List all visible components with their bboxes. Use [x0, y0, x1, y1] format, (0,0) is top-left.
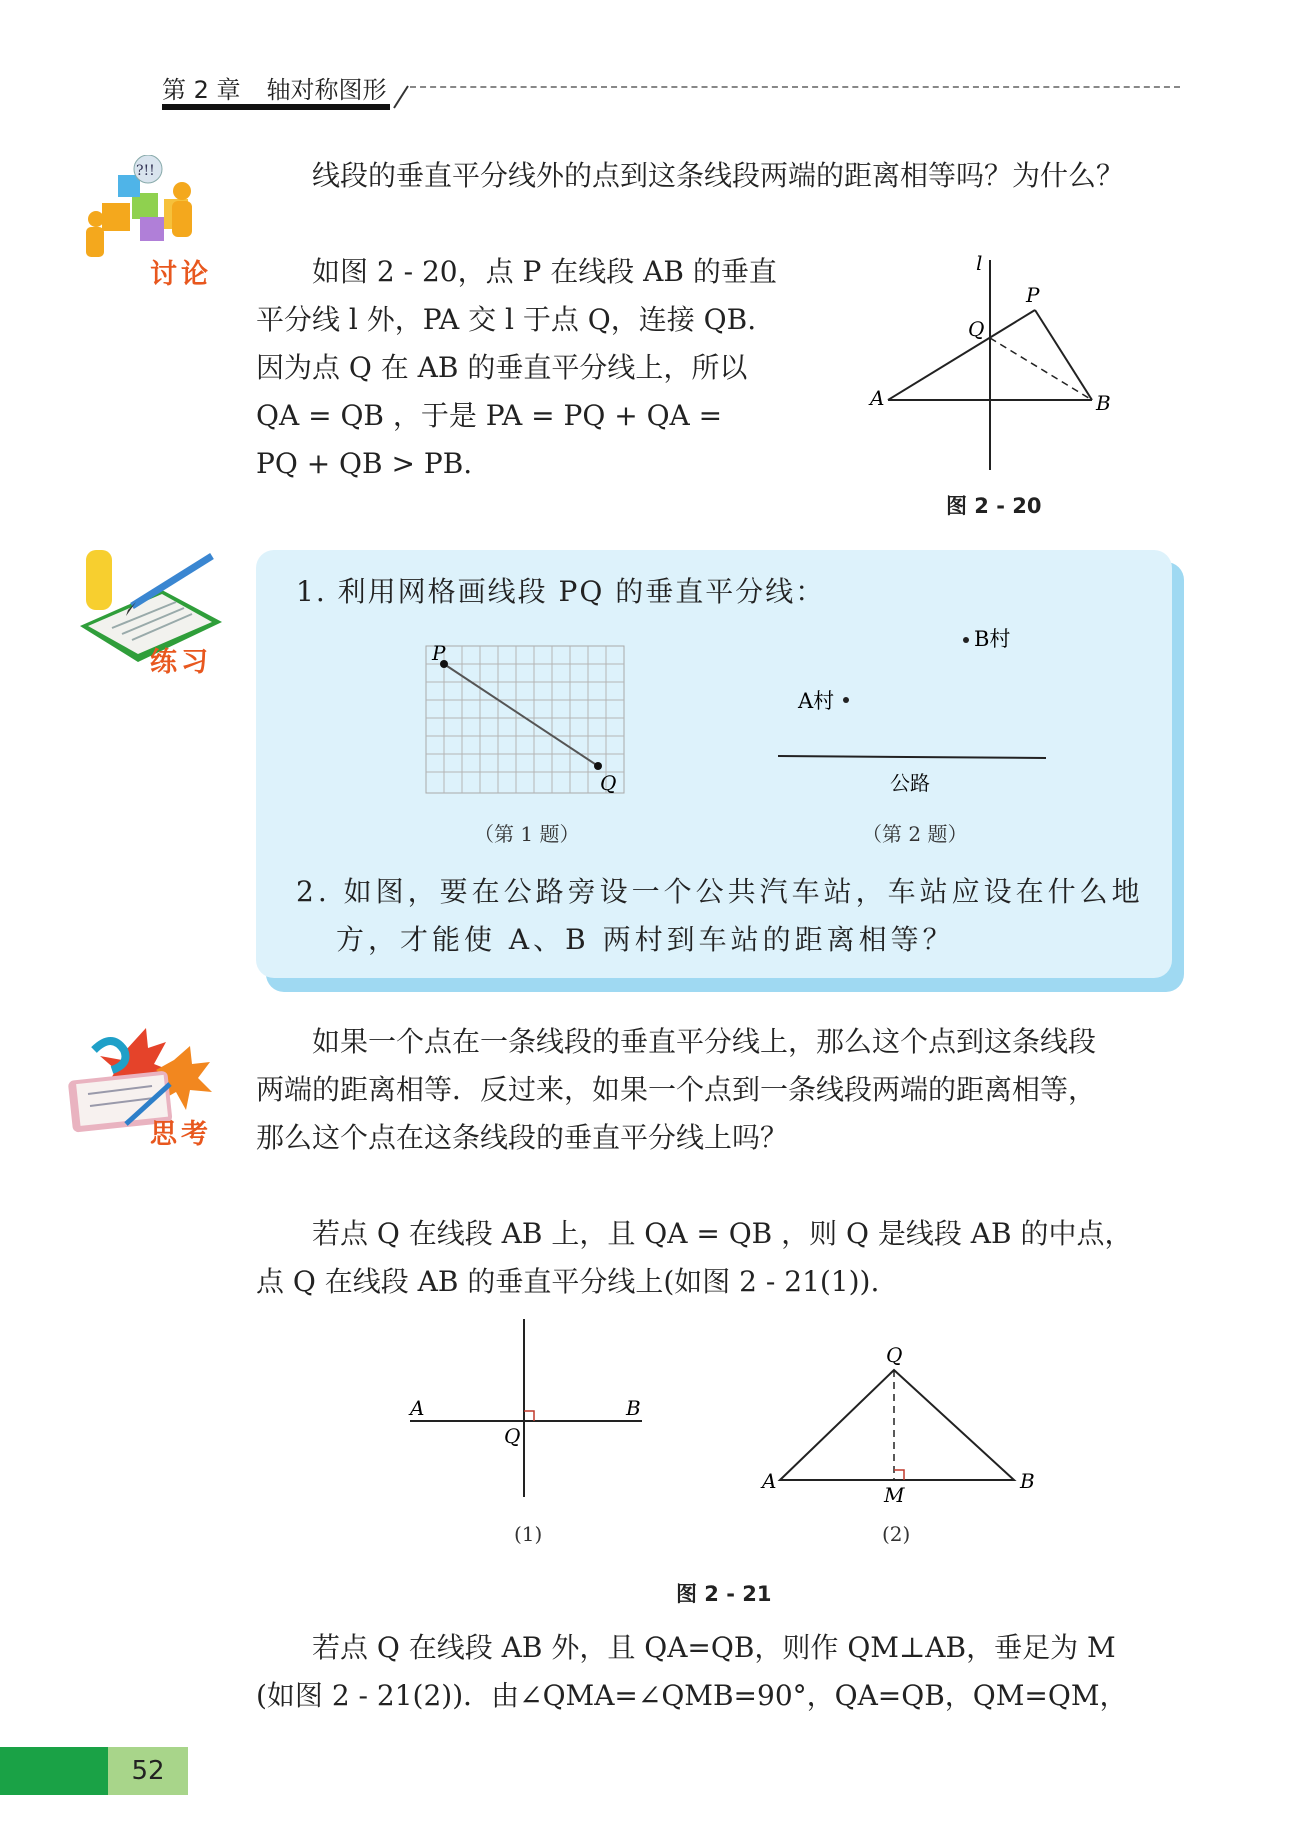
discussion-line-5: PQ + QB > PB. — [256, 447, 473, 480]
exercise-2-village-figure — [760, 618, 1060, 808]
figure-2-21-sub-1: (1) — [514, 1522, 543, 1546]
grid-lines — [426, 646, 624, 793]
exercise-question-1: 1. 利用网格画线段 PQ 的垂直平分线： — [296, 575, 826, 608]
point-Q — [594, 762, 602, 770]
think-line-3: 那么这个点在这条线段的垂直平分线上吗？ — [256, 1121, 789, 1154]
figure-2-20-caption: 图 2 - 20 — [946, 494, 1042, 518]
discussion-line-3: 因为点 Q 在 AB 的垂直平分线上，所以 — [256, 351, 748, 384]
label-A: A — [410, 1396, 425, 1420]
discussion-label: 讨论 — [150, 259, 212, 290]
chapter-number: 第 2 章 — [162, 76, 241, 104]
grid-border — [426, 646, 624, 793]
triangle-QAB — [780, 1370, 1014, 1480]
label-l: l — [976, 251, 983, 275]
label-road: 公路 — [890, 771, 930, 795]
label-B: B — [1096, 391, 1111, 415]
label-A: A — [870, 386, 885, 410]
segment-AP — [888, 310, 1035, 400]
discussion-question: 线段的垂直平分线外的点到这条线段两端的距离相等吗？为什么？ — [312, 159, 1125, 192]
discussion-line-2: 平分线 l 外，PA 交 l 于点 Q，连接 QB. — [256, 303, 757, 336]
svg-text:?!!: ?!! — [136, 163, 155, 179]
footer-green-bar — [0, 1747, 108, 1795]
header-dashed-rule — [410, 86, 1180, 88]
figure-2-21-caption: 图 2 - 21 — [676, 1582, 772, 1606]
paragraph-2-line-2: (如图 2 - 21(2))．由∠QMA=∠QMB=90°，QA=QB，QM=QM， — [256, 1679, 1128, 1712]
label-Q: Q — [600, 771, 617, 795]
discussion-line-4: QA = QB ，于是 PA = PQ + QA = — [256, 399, 723, 432]
label-Q: Q — [504, 1424, 521, 1448]
exercise-question-2-line-1: 2. 如图，要在公路旁设一个公共汽车站，车站应设在什么地 — [296, 875, 1144, 908]
exercise-caption-1: （第 1 题） — [474, 822, 580, 846]
label-M: M — [884, 1483, 905, 1507]
exercise-question-2-line-2: 方，才能使 A、B 两村到车站的距离相等？ — [336, 923, 955, 956]
label-Q: Q — [968, 317, 985, 341]
label-Q: Q — [886, 1343, 903, 1367]
figure-2-21-sub-2: (2) — [882, 1522, 911, 1546]
paragraph-1-line-1: 若点 Q 在线段 AB 上，且 QA = QB ，则 Q 是线段 AB 的中点， — [312, 1217, 1133, 1250]
chapter-header — [162, 70, 387, 105]
exercise-1-grid-figure — [420, 640, 640, 800]
label-B: B — [626, 1396, 641, 1420]
figure-2-20 — [860, 250, 1130, 480]
chapter-underline — [162, 104, 390, 110]
discussion-line-1: 如图 2 - 20，点 P 在线段 AB 的垂直 — [312, 255, 777, 288]
segment-PQ — [444, 664, 598, 766]
chapter-title: 轴对称图形 — [266, 76, 387, 104]
exercise-caption-2: （第 2 题） — [862, 822, 968, 846]
exercise-label: 练习 — [150, 647, 212, 678]
label-B: B — [1020, 1469, 1035, 1493]
label-A: A — [762, 1469, 777, 1493]
figure-2-21-part-2 — [750, 1340, 1050, 1510]
think-line-1: 如果一个点在一条线段的垂直平分线上，那么这个点到这条线段 — [312, 1025, 1097, 1058]
point-A-village — [843, 697, 849, 703]
think-label: 思考 — [150, 1119, 212, 1150]
think-line-2: 两端的距离相等．反过来，如果一个点到一条线段两端的距离相等， — [256, 1073, 1097, 1106]
paragraph-1-line-2: 点 Q 在线段 AB 的垂直平分线上(如图 2 - 21(1)). — [256, 1265, 880, 1298]
segment-QB-dashed — [990, 338, 1092, 400]
segment-PB — [1035, 310, 1092, 400]
label-A-village: A村 — [798, 689, 835, 713]
right-angle-mark — [524, 1411, 534, 1421]
page-number: 52 — [131, 1756, 165, 1786]
paragraph-2-line-1: 若点 Q 在线段 AB 外，且 QA=QB，则作 QM⊥AB，垂足为 M — [312, 1631, 1116, 1664]
road-line — [778, 756, 1046, 758]
label-B-village: B村 — [974, 627, 1011, 651]
right-angle-mark — [894, 1470, 904, 1480]
label-P: P — [432, 641, 446, 665]
figure-2-21-part-1 — [400, 1315, 660, 1505]
label-P: P — [1026, 283, 1040, 307]
point-B-village — [963, 637, 969, 643]
header-slash — [392, 80, 412, 110]
